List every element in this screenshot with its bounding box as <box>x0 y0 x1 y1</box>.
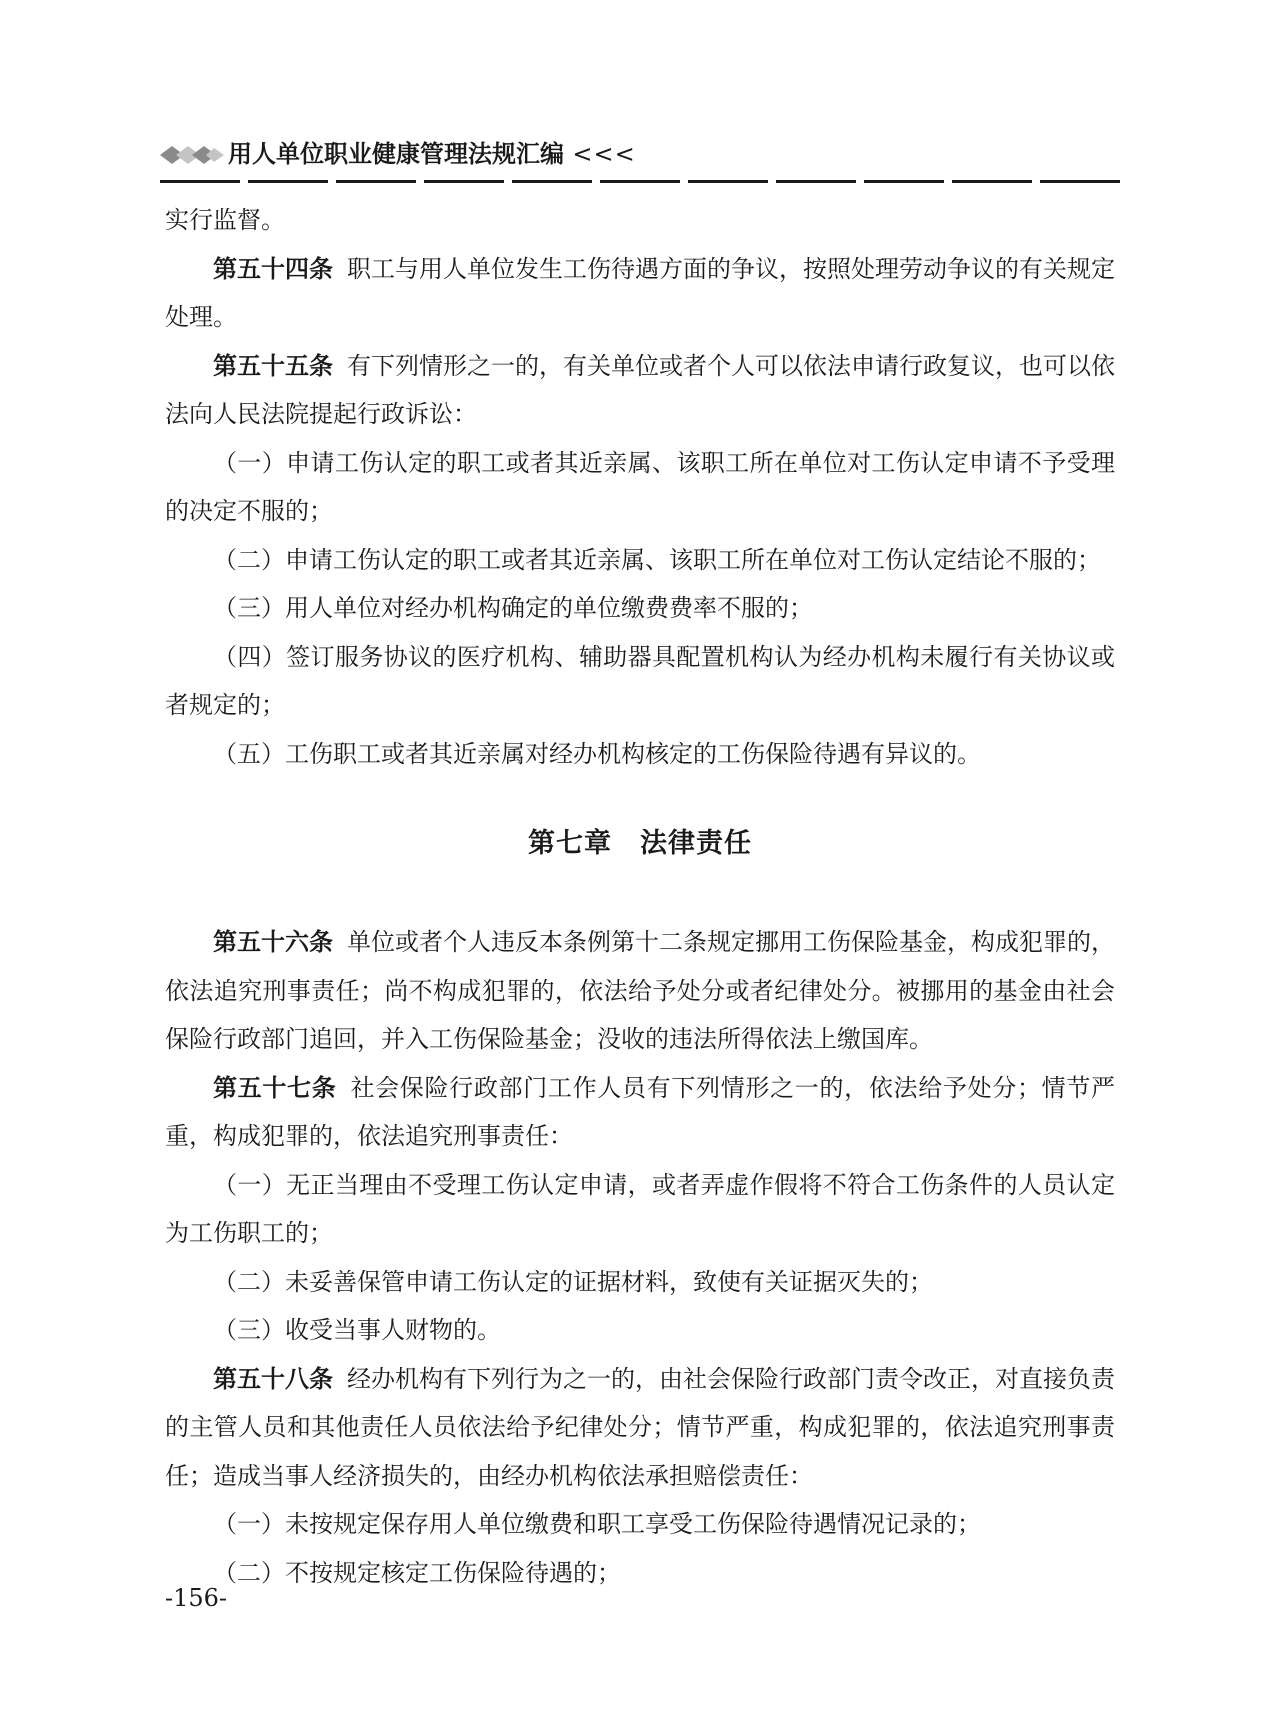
rule-segment <box>688 180 768 183</box>
article-label: 第五十六条 <box>213 928 333 956</box>
article-text: 单位或者个人违反本条例第十二条规定挪用工伤保险基金，构成犯罪的，依法追究刑事责任；尚不构成犯罪的，依法给予处分或者纪律处分。被挪用的基金由社会保险行政部门追回，并入工伤保险基金；没收的违法所得依法上缴国库。 <box>165 928 1115 1053</box>
rule-segment <box>1040 180 1120 183</box>
header-rule <box>160 180 1120 183</box>
list-item: （一）无正当理由不受理工伤认定申请，或者弄虚作假将不符合工伤条件的人员认定为工伤职工的； <box>165 1170 1115 1247</box>
rule-segment <box>424 180 504 183</box>
list-item: （四）签订服务协议的医疗机构、辅助器具配置机构认为经办机构未履行有关协议或者规定的； <box>165 642 1115 719</box>
list-item: （二）未妥善保管申请工伤认定的证据材料，致使有关证据灭失的； <box>213 1267 933 1296</box>
list-item: （五）工伤职工或者其近亲属对经办机构核定的工伤保险待遇有异议的。 <box>213 739 981 768</box>
list-item: （一）未按规定保存用人单位缴费和职工享受工伤保险待遇情况记录的； <box>213 1510 981 1538</box>
page-number: -156- <box>165 1584 228 1612</box>
article-text: 有下列情形之一的，有关单位或者个人可以依法申请行政复议，也可以依法向人民法院提起行政诉讼： <box>165 351 1115 428</box>
rule-segment <box>160 180 240 183</box>
header-arrows: <<< <box>572 140 636 168</box>
article-text: 社会保险行政部门工作人员有下列情形之一的，依法给予处分；情节严重，构成犯罪的，依法追究刑事责任： <box>165 1073 1116 1150</box>
article-55 <box>165 342 1115 439</box>
running-header <box>160 136 1120 176</box>
article-54 <box>165 245 1115 342</box>
article-label: 第五十七条 <box>213 1073 337 1102</box>
page-body <box>165 196 1115 1597</box>
book-title-text: 用人单位职业健康管理法规汇编 <box>228 140 564 168</box>
book-title <box>228 136 636 172</box>
rule-segment <box>952 180 1032 183</box>
article-label: 第五十八条 <box>213 1364 333 1393</box>
rule-segment <box>600 180 680 183</box>
article-text: 职工与用人单位发生工伤待遇方面的争议，按照处理劳动争议的有关规定处理。 <box>165 254 1115 331</box>
paragraph-continuation: 实行监督。 <box>165 206 285 234</box>
rule-segment <box>864 180 944 183</box>
rule-segment <box>776 180 856 183</box>
article-58 <box>165 1355 1115 1501</box>
rule-segment <box>248 180 328 183</box>
article-57 <box>165 1064 1115 1161</box>
list-item: （一）申请工伤认定的职工或者其近亲属、该职工所在单位对工伤认定申请不予受理的决定不服的； <box>165 448 1115 525</box>
article-label: 第五十四条 <box>213 254 333 283</box>
list-item: （三）用人单位对经办机构确定的单位缴费费率不服的； <box>213 594 813 622</box>
list-item: （二）申请工伤认定的职工或者其近亲属、该职工所在单位对工伤认定结论不服的； <box>213 545 1101 574</box>
chapter-heading: 第七章 法律责任 <box>528 828 752 859</box>
rule-segment <box>336 180 416 183</box>
article-56 <box>165 918 1115 1064</box>
diamond-arrows-icon <box>160 142 226 168</box>
article-text: 经办机构有下列行为之一的，由社会保险行政部门责令改正，对直接负责的主管人员和其他责任人员依法给予纪律处分；情节严重，构成犯罪的，依法追究刑事责任；造成当事人经济损失的，由经办机构依法承担赔偿责任： <box>165 1364 1115 1490</box>
article-label: 第五十五条 <box>213 351 333 380</box>
list-item: （二）不按规定核定工伤保险待遇的； <box>213 1558 621 1587</box>
rule-segment <box>512 180 592 183</box>
list-item: （三）收受当事人财物的。 <box>213 1316 501 1344</box>
